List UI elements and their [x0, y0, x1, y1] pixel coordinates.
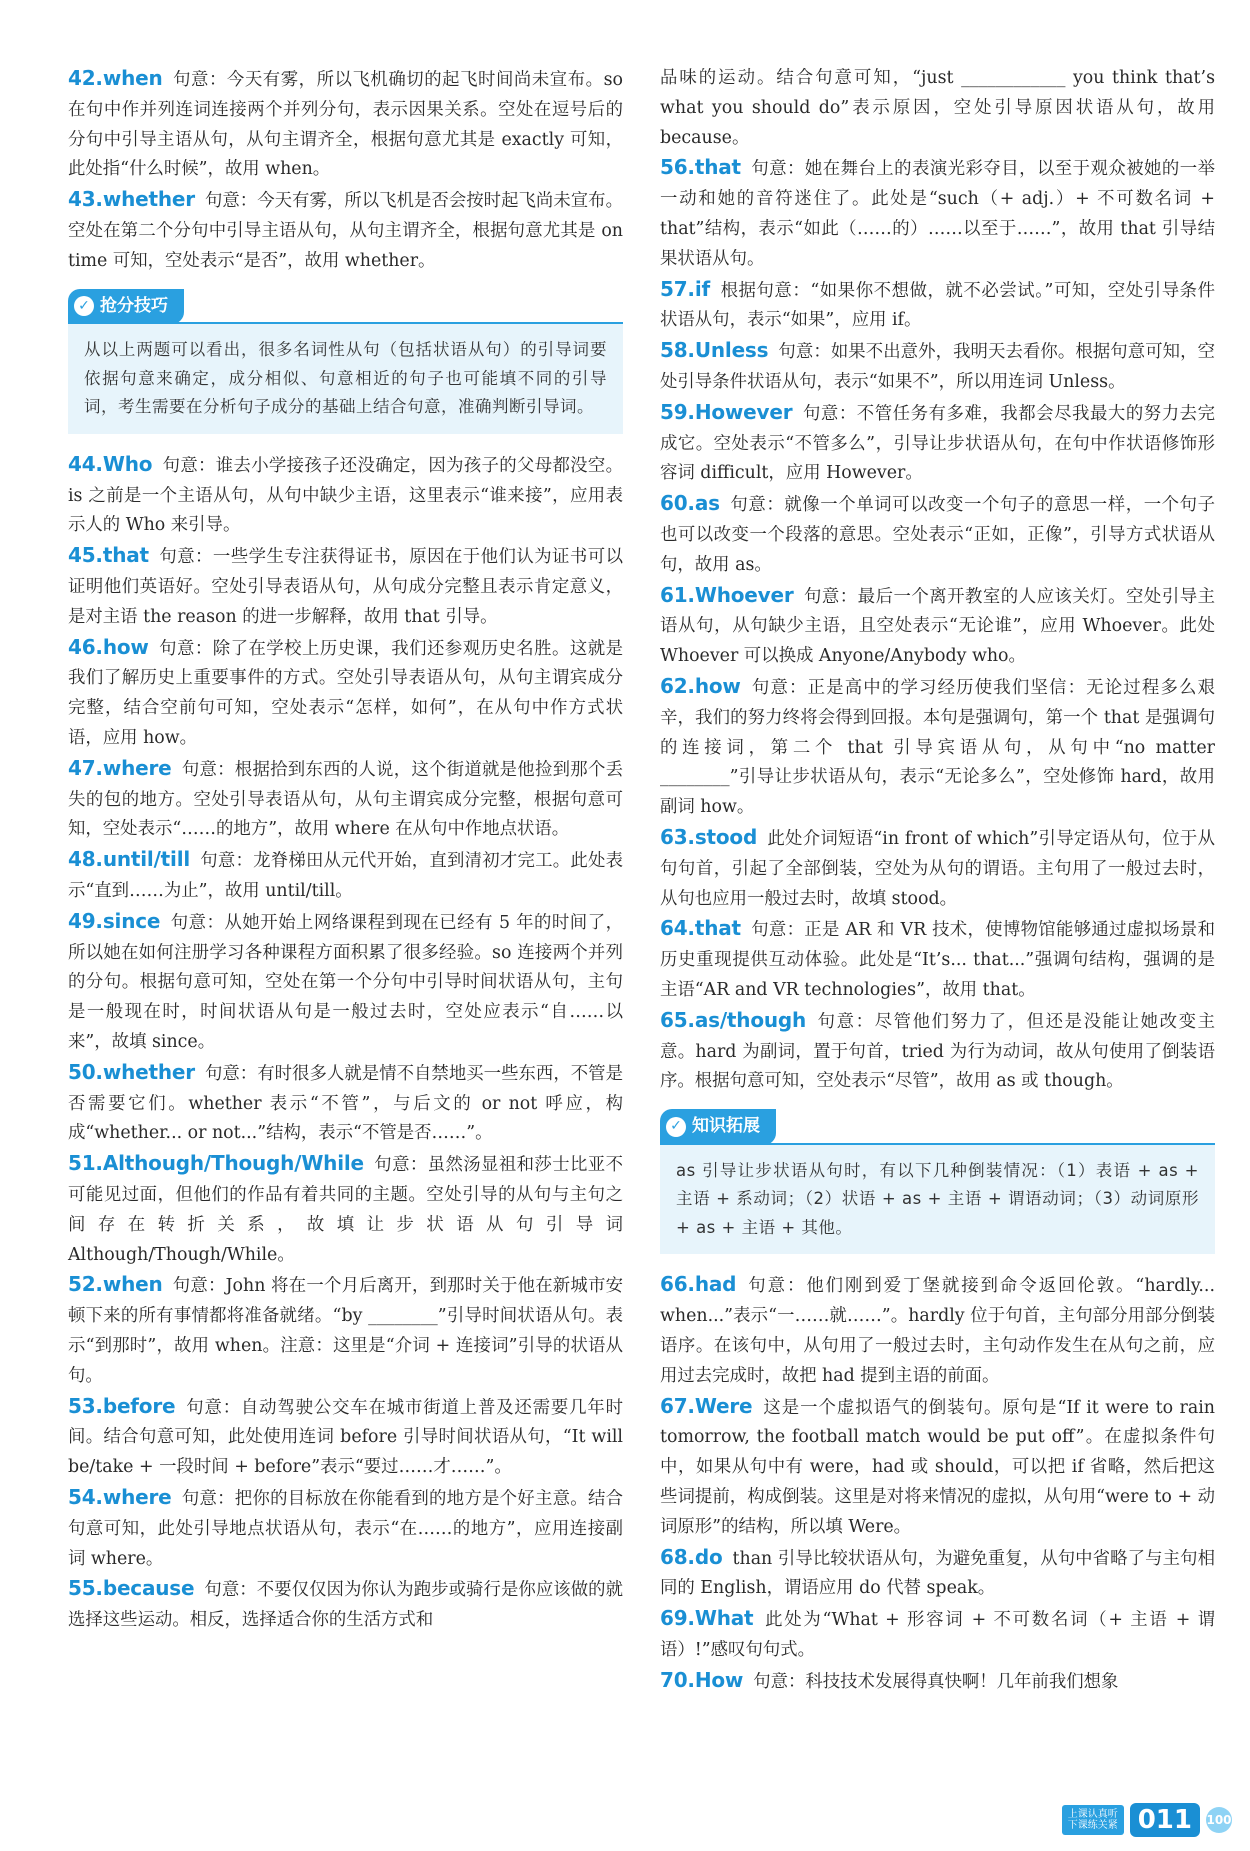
answer-number: 65.as/though: [660, 1007, 807, 1032]
answer-explanation: 句意：就像一个单词可以改变一个句子的意思一样，一个句子也可以改变一个段落的意思。空处表示“正如，正像”，引导方式状语从句，故用 as。: [660, 495, 1215, 575]
left-entries-b: [68, 450, 623, 1636]
answer-explanation: 句意：根据拾到东西的人说，这个街道就是他捡到那个丢失的包的地方。空处引导表语从句，从句主谓宾成分完整，根据句意可知，空处表示“……的地方”，故用 where 在从句中作地点状语。: [68, 759, 623, 840]
answer-entry: [660, 1666, 1215, 1698]
answer-entry: [660, 275, 1215, 337]
tip-box-tab: [68, 289, 184, 325]
answer-explanation: 句意：虽然汤显祖和莎士比亚不可能见过面，但他们的作品有着共同的主题。空处引导的从句与主句之间存在转折关系，故填让步状语从句引导词 Although/Though/While。: [68, 1155, 623, 1265]
footer-slogan: [1062, 1805, 1124, 1835]
answer-entry: [68, 1574, 623, 1636]
answer-entry: [660, 1604, 1215, 1666]
answer-explanation: 句意：最后一个离开教室的人应该关灯。空处引导主语从句，从句缺少主语，且空处表示“无论谁”，应用 Whoever。此处 Whoever 可以换成 Anyone/Anybody who。: [660, 586, 1215, 667]
answer-entry: [68, 1483, 623, 1574]
answer-entry: [660, 1006, 1215, 1097]
answer-entry: [68, 1270, 623, 1391]
answer-explanation: 句意：不管任务有多难，我都会尽我最大的努力去完成它。空处表示“不管多么”，引导让步状语从句，在句中作状语修饰形容词 difficult，应用 However。: [660, 403, 1215, 484]
answer-explanation: 句意：她在舞台上的表演光彩夺目，以至于观众被她的一举一动和她的音符迷住了。此处是“such（+ adj.）+ 不可数名词 + that”结构，表示“如此（……的）……以至于……”，故用 that 引导结果状语从句。: [660, 159, 1215, 269]
page-footer: [1062, 1803, 1232, 1837]
tip-box-knowledge-extension: [660, 1109, 1215, 1254]
answer-number: 45.that: [68, 543, 149, 568]
left-column: [68, 64, 623, 1636]
answer-number: 46.how: [68, 634, 149, 659]
tip-box-body: 从以上两题可以看出，很多名词性从句（包括状语从句）的引导词要依据句意来确定，成分相似、句意相近的句子也可能填不同的引导词，考生需要在分析句子成分的基础上结合句意，准确判断引导词。: [68, 322, 623, 434]
answer-number: 70.How: [660, 1667, 744, 1692]
answer-explanation: 句意：他们刚到爱丁堡就接到命令返回伦敦。“hardly... when...”表示“一……就……”。hardly 位于句首，主句部分用部分倒装语序。在该句中，从句用了一般过去时，主句动作发生在从句之前，应用过去完成时，故把 had 提到主语的前面。: [660, 1276, 1215, 1386]
answer-number: 59.However: [660, 399, 793, 424]
answer-number: 61.Whoever: [660, 582, 794, 607]
answer-explanation: 此处为“What + 形容词 + 不可数名词（+ 主语 + 谓语）!”感叹句句式。: [660, 1610, 1215, 1660]
left-entries-a: [68, 64, 623, 277]
answer-explanation: 句意：把你的目标放在你能看到的地方是个好主意。结合句意可知，此处引导地点状语从句，表示“在……的地方”，应用连接副词 where。: [68, 1488, 623, 1569]
answer-explanation: 句意：尽管他们努力了，但还是没能让她改变主意。hard 为副词，置于句首，tried 为行为动词，故从句使用了倒装语序。根据句意可知，空处表示“尽管”，故用 as 或 though。: [660, 1011, 1215, 1092]
right-column: [660, 64, 1215, 1698]
answer-number: 51.Although/Though/While: [68, 1151, 364, 1176]
answer-entry: [68, 1058, 623, 1149]
answer-entry: [660, 672, 1215, 823]
answer-explanation: 句意：一些学生专注获得证书，原因在于他们认为证书可以证明他们英语好。空处引导表语从句，从句成分完整且表示肯定意义，是对主语 the reason 的进一步解释，故用 that 引导。: [68, 547, 623, 627]
answer-explanation: 句意：正是 AR 和 VR 技术，使博物馆能够通过虚拟场景和历史重现提供互动体验。此处是“It’s... that...”强调句结构，强调的是主语“AR and VR technologies”，故用 that。: [660, 920, 1215, 1000]
answer-number: 49.since: [68, 908, 161, 933]
answer-number: 47.where: [68, 755, 172, 780]
check-icon: ✓: [74, 296, 94, 316]
answer-number: 57.if: [660, 276, 710, 301]
tip-box-title: 知识拓展: [692, 1116, 760, 1137]
answer-number: 44.Who: [68, 451, 153, 476]
answer-number: 50.whether: [68, 1059, 195, 1084]
answer-entry: [660, 914, 1215, 1005]
answer-number: 62.how: [660, 673, 741, 698]
answer-number: 69.What: [660, 1606, 754, 1631]
footer-slogan-line-1: 上课认真听: [1067, 1809, 1118, 1820]
answer-entry: [68, 1149, 623, 1270]
answer-explanation: 句意：自动驾驶公交车在城市街道上普及还需要几年时间。结合句意可知，此处使用连词 before 引导时间状语从句，“It will be/take + 一段时间 + before”表示“要过……才……”。: [68, 1397, 623, 1478]
right-entries-b: [660, 1270, 1215, 1697]
answer-explanation: 句意：不要仅仅因为你认为跑步或骑行是你应该做的就选择这些运动。相反，选择适合你的生活方式和: [68, 1580, 623, 1631]
answer-explanation: 句意：如果不出意外，我明天去看你。根据句意可知，空处引导条件状语从句，表示“如果不”，所以用连词 Unless。: [660, 342, 1215, 392]
answer-number: 67.Were: [660, 1393, 753, 1418]
answer-entry: [660, 1543, 1215, 1605]
answer-entry: [660, 336, 1215, 398]
answer-entry: [660, 153, 1215, 274]
answer-explanation: 句意：从她开始上网络课程到现在已经有 5 年的时间了，所以她在如何注册学习各种课程方面积累了很多经验。so 连接两个并列的分句。根据句意可知，空处在第一个分句中引导时间状语从句，主句是一般现在时，时间状语从句是一般过去时，空处应表示“自……以来”，故填 since。: [68, 912, 623, 1053]
answer-number: 58.Unless: [660, 338, 769, 363]
answer-entry: [68, 907, 623, 1058]
answer-explanation: 句意：正是高中的学习经历使我们坚信：无论过程多么艰辛，我们的努力终将会得到回报。本句是强调句，第一个 that 是强调句的连接词，第二个 that 引导宾语从句，从句中“no matter ________”引导让步状语从句，表示“无论多么”，空处修饰 hard，故用副词 how。: [660, 677, 1215, 818]
answer-entry: [68, 64, 623, 185]
answer-entry: [68, 845, 623, 907]
answer-entry: [68, 1392, 623, 1483]
answer-entry: [660, 64, 1215, 153]
answer-entry: [660, 581, 1215, 672]
answer-number: 68.do: [660, 1544, 723, 1569]
logo-icon: 100: [1206, 1807, 1232, 1833]
answer-number: 48.until/till: [68, 847, 191, 872]
answer-entry: [660, 489, 1215, 580]
answer-explanation: 句意：科技技术发展得真快啊！几年前我们想象: [753, 1671, 1119, 1692]
answer-entry: [68, 633, 623, 754]
answer-explanation: 品味的运动。结合句意可知，“just ____________ you think that’s what you should do”表示原因，空处引导原因状语从句，故用 because。: [660, 68, 1215, 148]
answer-number: 53.before: [68, 1393, 176, 1418]
answer-explanation: 句意：谁去小学接孩子还没确定，因为孩子的父母都没空。is 之前是一个主语从句，从句中缺少主语，这里表示“谁来接”，应用表示人的 Who 来引导。: [68, 455, 623, 536]
footer-slogan-line-2: 下课练关紧: [1067, 1820, 1118, 1831]
answer-explanation: 句意：今天有雾，所以飞机是否会按时起飞尚未宣布。空处在第二个分句中引导主语从句，从句主谓齐全，根据句意尤其是 on time 可知，空处表示“是否”，故用 whether。: [68, 191, 623, 271]
answer-entry: [68, 450, 623, 541]
answer-entry: [660, 398, 1215, 489]
answer-number: 42.when: [68, 66, 163, 90]
answer-explanation: than 引导比较状语从句，为避免重复，从句中省略了与主句相同的 English，谓语应用 do 代替 speak。: [660, 1548, 1215, 1599]
answer-explanation: 根据句意：“如果你不想做，就不必尝试。”可知，空处引导条件状语从句，表示“如果”，应用 if。: [660, 280, 1215, 331]
answer-entry: [660, 1270, 1215, 1391]
answer-explanation: 此处介词短语“in front of which”引导定语从句，位于从句句首，引起了全部倒装，空处为从句的谓语。主句用了一般过去时，从句也应用一般过去时，故填 stood。: [660, 828, 1215, 909]
answer-explanation: 句意：除了在学校上历史课，我们还参观历史名胜。这就是我们了解历史上重要事件的方式。空处引导表语从句，从句主谓宾成分完整，结合空前句可知，空处表示“怎样，如何”，在从句中作方式状语，应用 how。: [68, 638, 623, 749]
answer-number: 64.that: [660, 916, 741, 941]
tip-box-body: as 引导让步状语从句时，有以下几种倒装情况：（1）表语 + as + 主语 + 系动词；（2）状语 + as + 主语 + 谓语动词；（3）动词原形 + as + 主语 + 其他。: [660, 1143, 1215, 1255]
answer-explanation: 句意：龙脊梯田从元代开始，直到清初才完工。此处表示“直到……为止”，故用 until/till。: [68, 851, 623, 902]
answer-number: 56.that: [660, 155, 741, 180]
answer-entry: [68, 541, 623, 632]
page-number: 011: [1130, 1803, 1200, 1837]
answer-explanation: 这是一个虚拟语气的倒装句。原句是“If it were to rain tomorrow, the football match would be put off”。在虚拟条件句中，如果从句中有 were，had 或 should，可以把 if 省略，然后把这些词提前，构成倒装。这里是对将来情况的虚拟，从句用“were to + 动词原形”的结构，所以填 Were。: [660, 1397, 1215, 1537]
answer-number: 55.because: [68, 1576, 195, 1601]
tip-box-scoring-skills: [68, 289, 623, 434]
check-icon: ✓: [666, 1117, 686, 1137]
right-entries-a: [660, 64, 1215, 1097]
answer-number: 52.when: [68, 1272, 163, 1297]
answer-number: 54.where: [68, 1484, 172, 1509]
tip-box-title: 抢分技巧: [100, 295, 168, 316]
answer-entry: [660, 1392, 1215, 1543]
answer-number: 43.whether: [68, 187, 195, 212]
tip-box-tab: [660, 1109, 776, 1145]
answer-number: 66.had: [660, 1272, 737, 1297]
answer-entry: [68, 185, 623, 276]
answer-entry: [660, 823, 1215, 914]
answer-number: 63.stood: [660, 824, 758, 849]
answer-number: 60.as: [660, 491, 720, 516]
answer-entry: [68, 754, 623, 845]
answer-explanation: 句意：John 将在一个月后离开，到那时关于他在新城市安顿下来的所有事情都将准备就绪。“by ________”引导时间状语从句。表示“到那时”，故用 when。注意：这里是“介词 + 连接词”引导的状语从句。: [68, 1276, 623, 1386]
answer-explanation: 句意：今天有雾，所以飞机确切的起飞时间尚未宣布。so 在句中作并列连词连接两个并列分句，表示因果关系。空处在逗号后的分句中引导主语从句，从句主谓齐全，根据句意尤其是 exactly 可知，此处指“什么时候”，故用 when。: [68, 70, 623, 180]
answer-explanation: 句意：有时很多人就是情不自禁地买一些东西，不管是否需要它们。whether 表示“不管”，与后文的 or not 呼应，构成“whether... or not...”结构，表示“不管是否……”。: [68, 1063, 623, 1144]
